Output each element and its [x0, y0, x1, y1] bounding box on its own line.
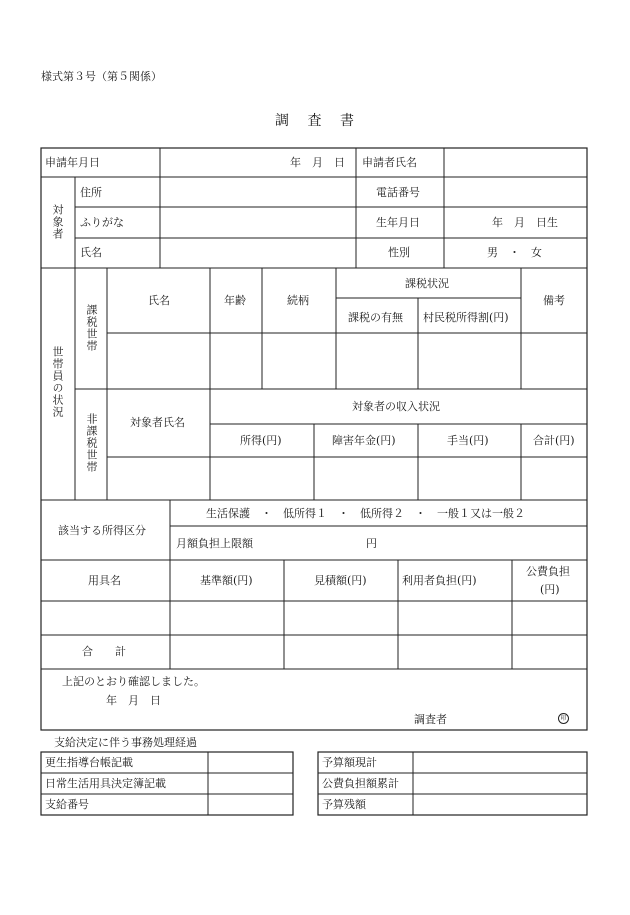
equipment-total-label: 合 計 — [82, 645, 126, 658]
col-income-status: 対象者の収入状況 — [352, 400, 440, 413]
col-name: 氏名 — [148, 294, 170, 307]
name-label: 氏名 — [80, 246, 102, 259]
col-village-tax: 村民税所得割(円) — [423, 311, 509, 324]
col-public-burden-unit: (円) — [540, 583, 560, 596]
address-label: 住所 — [80, 186, 102, 199]
furigana-field[interactable] — [162, 209, 354, 236]
process-left-item: 更生指導台帳記載 — [45, 756, 133, 769]
col-remarks: 備考 — [543, 294, 565, 307]
process-left-item: 日常生活用具決定簿記載 — [45, 777, 166, 790]
process-heading: 支給決定に伴う事務処理経過 — [54, 736, 197, 749]
birthdate-label: 生年月日 — [376, 216, 420, 229]
title-char: 査 — [307, 113, 323, 129]
col-allowance: 手当(円) — [447, 434, 489, 447]
applicant-name-field[interactable] — [446, 150, 585, 175]
col-pension: 障害年金(円) — [332, 434, 396, 447]
form-number-label: 様式第３号（第５関係） — [41, 70, 162, 83]
birthdate-field[interactable]: 年 月 日生 — [492, 216, 558, 229]
income-category-label: 該当する所得区分 — [58, 524, 146, 537]
col-relation: 続柄 — [287, 294, 309, 307]
col-estimate-amount: 見積額(円) — [314, 574, 367, 587]
process-left-item: 支給番号 — [45, 798, 89, 811]
confirmation-text: 上記のとおり確認しました。 — [62, 675, 205, 688]
address-field[interactable] — [162, 179, 354, 205]
title-char: 書 — [339, 113, 355, 129]
investigator-label: 調査者 — [414, 713, 447, 726]
furigana-label: ふりがな — [80, 216, 124, 229]
phone-field[interactable] — [446, 179, 585, 205]
application-date-label: 申請年月日 — [45, 156, 100, 169]
gender-label: 性別 — [388, 246, 410, 259]
seal-icon: 印 — [558, 713, 569, 724]
monthly-cap-label: 月額負担上限額 — [176, 537, 253, 550]
col-public-burden: 公費負担 — [526, 565, 570, 578]
monthly-cap-yen: 円 — [366, 537, 377, 550]
col-taxed: 課税の有無 — [348, 311, 403, 324]
col-income: 所得(円) — [240, 434, 282, 447]
nontaxable-household-label: 非課税世帯 — [85, 413, 98, 473]
subject-section-label: 対象者 — [51, 204, 64, 240]
title-char: 調 — [275, 113, 291, 129]
name-field[interactable] — [162, 240, 354, 266]
confirmation-date[interactable]: 年 月 日 — [106, 694, 161, 707]
col-tax-status: 課税状況 — [405, 277, 449, 290]
application-date-field[interactable]: 年 月 日 — [290, 156, 345, 169]
process-right-item: 予算残額 — [322, 798, 366, 811]
phone-label: 電話番号 — [376, 186, 420, 199]
applicant-name-label: 申請者氏名 — [362, 156, 417, 169]
col-age: 年齢 — [224, 294, 246, 307]
income-category-options[interactable]: 生活保護 ・ 低所得１ ・ 低所得２ ・ 一般１又は一般２ — [206, 507, 525, 520]
gender-options[interactable]: 男 ・ 女 — [487, 246, 542, 259]
process-right-item: 公費負担額累計 — [322, 777, 399, 790]
household-section-label: 世帯員の状況 — [51, 346, 64, 418]
taxable-household-label: 課税世帯 — [85, 304, 98, 352]
col-user-burden: 利用者負担(円) — [402, 574, 477, 587]
col-equipment-name: 用具名 — [88, 574, 121, 587]
process-right-item: 予算額現計 — [322, 756, 377, 769]
col-standard-amount: 基準額(円) — [200, 574, 253, 587]
col-total: 合計(円) — [533, 434, 575, 447]
col-subject-name: 対象者氏名 — [130, 416, 185, 429]
